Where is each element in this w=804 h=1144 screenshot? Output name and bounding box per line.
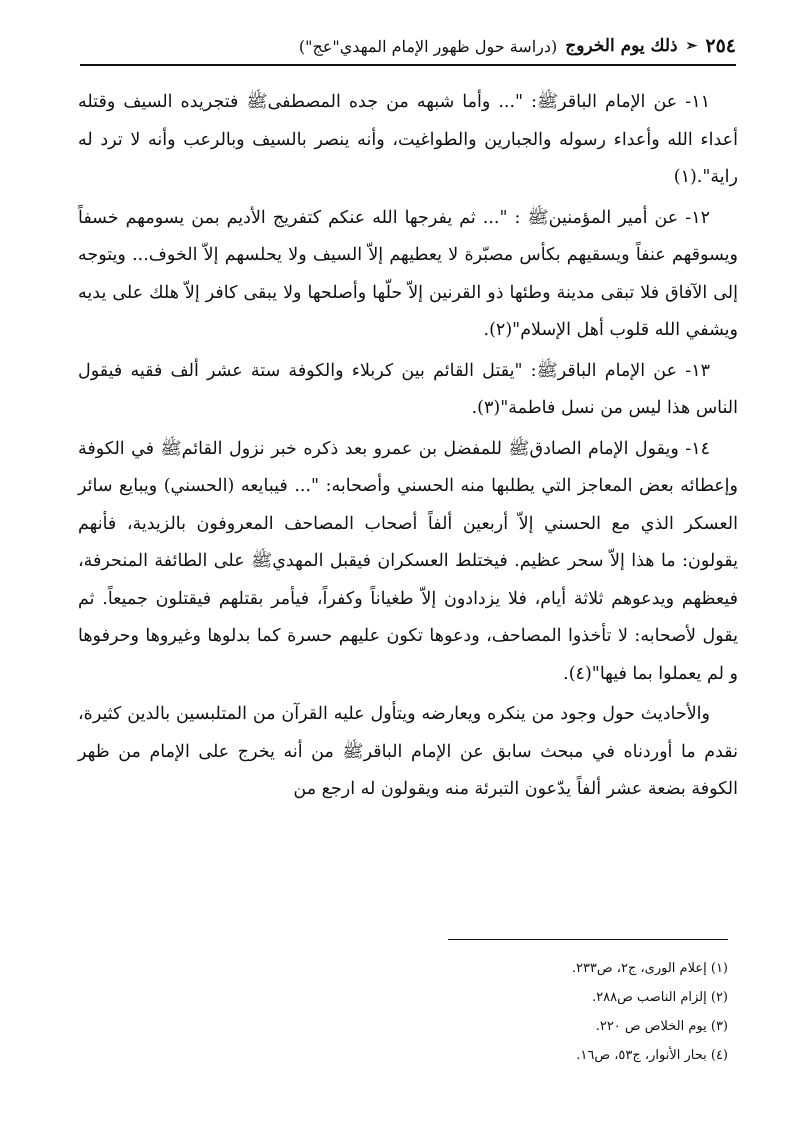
paragraph: ١٣- عن الإمام الباقرﷺ: "يقتل القائم بين كربلاء والكوفة ستة عشر ألف فقيه فيقول الناس هذا ليس من نسل فاطمة"(٣).	[78, 360, 738, 418]
footnote: (٤) بحار الأنوار، ج٥٣، ص١٦.	[576, 1048, 728, 1063]
body-text	[78, 84, 738, 812]
book-subtitle: (دراسة حول ظهور الإمام المهدي"عج")	[298, 36, 558, 56]
footnotes	[200, 954, 728, 1070]
paragraph: ١٤- ويقول الإمام الصادقﷺ للمفضل بن عمرو بعد ذكره خبر نزول القائمﷺ في الكوفة وإعطائه بعض المعاجز التي يطلبها منه الحسني وأصحابه: "... فيبايعه (الحسني) ويبايع سائر العسكر الذي مع الحسني إلاّ أربعين ألفاً أصحاب المصاحف المعروفون بالزيدية، فأنهم يقولون: ما هذا إلاّ سحر عظيم. فيختلط العسكران فيقبل المهديﷺ على الطائفة المنحرفة، فيعظهم ويدعوهم ثلاثة أيام، فلا يزدادون إلاّ طغياناً وكفراً، فيأمر بقتلهم فيقتلون جميعاً. ثم يقول لأصحابه: لا تأخذوا المصاحف، ودعوها تكون عليهم حسرة كما بدلوها وغيروها وحرفوها و لم يعملوا بما فيها"(٤).	[78, 438, 738, 684]
paragraph: والأحاديث حول وجود من ينكره ويعارضه ويتأول عليه القرآن من المتلبسين بالدين كثيرة، نقدم ما أوردناه في مبحث سابق عن الإمام الباقرﷺ من أنه يخرج على الإمام من ظهر الكوفة بضعة عشر ألفاً يدّعون التبرئة منه ويقولون له ارجع من	[78, 704, 738, 799]
page-header	[80, 28, 736, 64]
footnote: (١) إعلام الورى، ج٢، ص٢٣٣.	[571, 961, 728, 976]
header-divider	[80, 64, 736, 66]
paragraph: ١١- عن الإمام الباقرﷺ: "... وأما شبهه من جده المصطفىﷺ فتجريده السيف وقتله أعداء الله وأعداء رسوله والجبارين والطواغيت، وأنه ينصر بالسيف وبالرعب وأنه لا ترد له راية".(١)	[78, 92, 738, 187]
page-number: ٢٥٤	[705, 35, 736, 57]
book-title: ذلك يوم الخروج	[565, 36, 678, 56]
footnote: (٢) إلزام الناصب ص٢٨٨.	[591, 990, 728, 1005]
footnote-divider	[448, 939, 728, 940]
footnote: (٣) يوم الخلاص ص ٢٢٠.	[595, 1019, 728, 1034]
paragraph: ١٢- عن أمير المؤمنينﷺ : "... ثم يفرجها الله عنكم كتفريج الأديم بمن يسومهم خسفاً ويسوقهم عنفاً ويسقيهم بكأس مصبّرة لا يعطيهم إلاّ السيف ولا يحلسهم إلاّ الخوف... ويتوجه إلى الآفاق فلا تبقى مدينة وطئها ذو القرنين إلاّ حلّها وأصلحها ولا يبقى كافر إلاّ هلك على يديه ويشفي الله قلوب أهل الإسلام"(٢).	[78, 207, 738, 340]
arrow-icon: ➣	[685, 38, 698, 54]
